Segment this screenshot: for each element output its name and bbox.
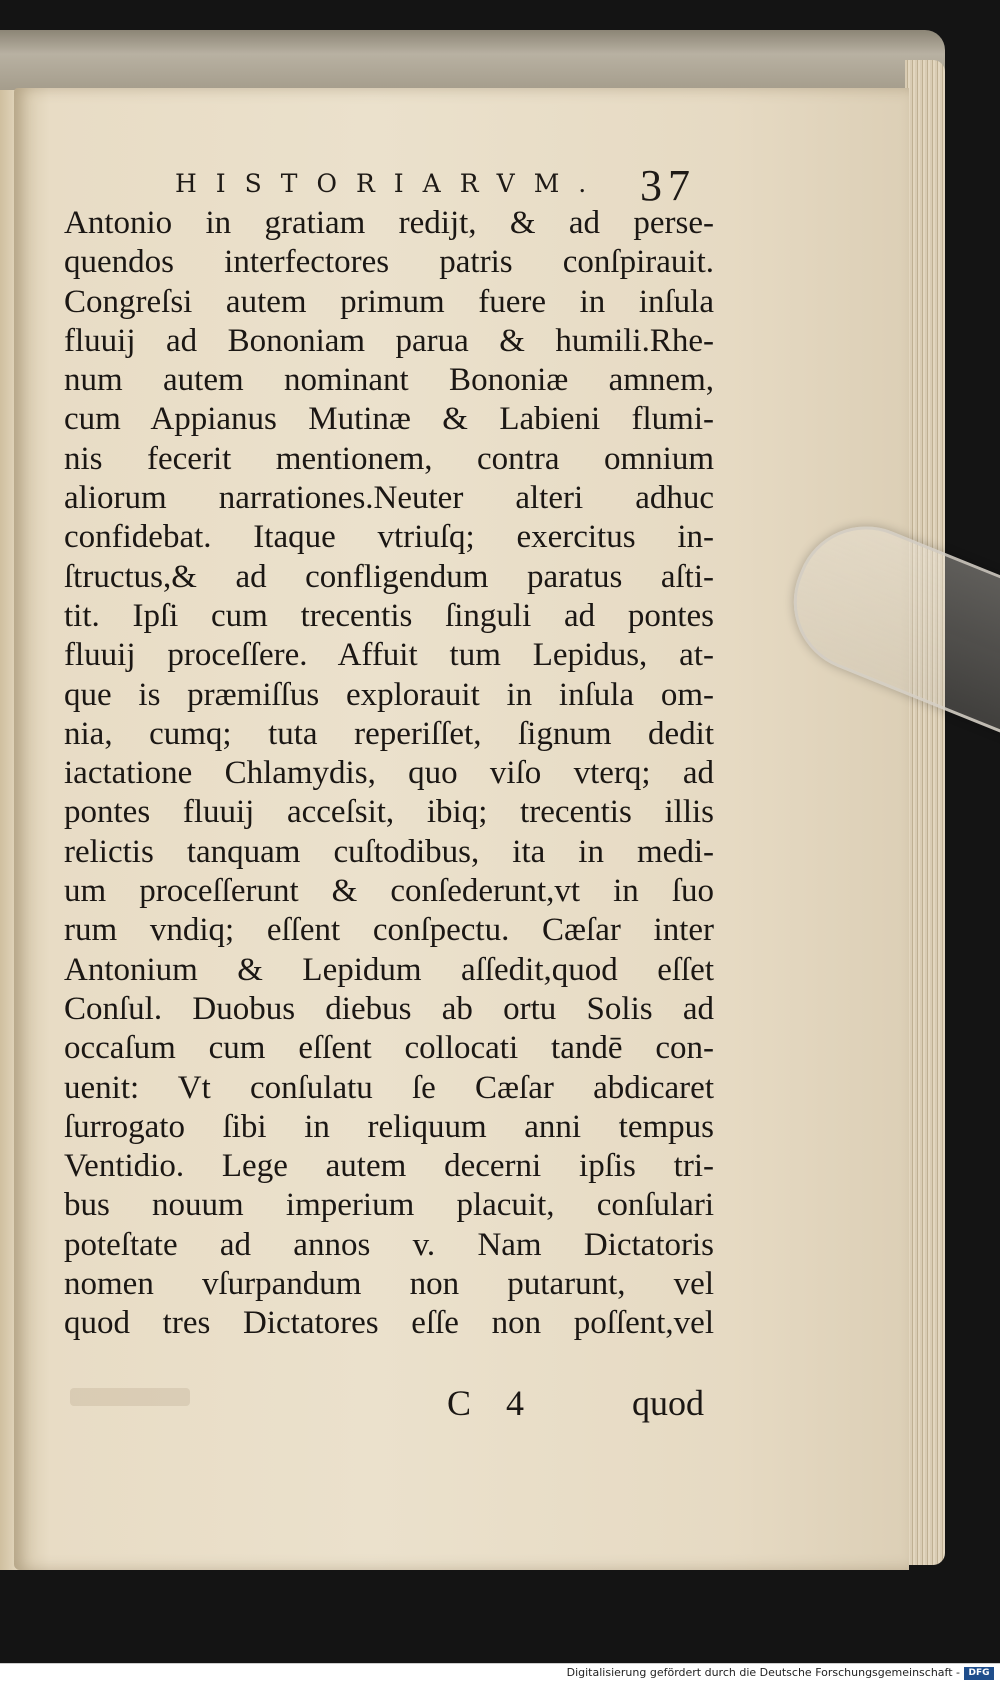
text-line: rum vndiq; eſſent conſpectu. Cæſar inter bbox=[64, 912, 714, 949]
text-line: poteſtate ad annos v. Nam Dictatoris bbox=[64, 1226, 714, 1263]
footer-credit: Digitalisierung gefördert durch die Deutsche Forschungsgemeinschaft - bbox=[566, 1666, 960, 1679]
text-line: occaſum cum eſſent collocati tandē con- bbox=[64, 1030, 714, 1067]
text-line: relictis tanquam cuſtodibus, ita in medi- bbox=[64, 833, 714, 870]
text-line: ſtructus,& ad confligendum paratus aſti- bbox=[64, 558, 714, 595]
text-line: quendos interfectores patris conſpirauit. bbox=[64, 244, 714, 281]
footer-bar bbox=[0, 1663, 1000, 1683]
text-line: aliorum narrationes.Neuter alteri adhuc bbox=[64, 480, 714, 517]
text-line: Ventidio. Lege autem decerni ipſis tri- bbox=[64, 1148, 714, 1185]
text-line: uenit: Vt conſulatu ſe Cæſar abdicaret bbox=[64, 1069, 714, 1106]
text-block bbox=[64, 204, 714, 1344]
text-line: Antonio in gratiam redijt, & ad perse- bbox=[64, 205, 714, 241]
text-line: bus nouum imperium placuit, conſulari bbox=[64, 1187, 714, 1224]
text-line: nis fecerit mentionem, contra omnium bbox=[64, 440, 714, 477]
text-line: ſurrogato ſibi in reliquum anni tempus bbox=[64, 1108, 714, 1145]
text-line: fluuij ad Bononiam parua & humili.Rhe- bbox=[64, 322, 714, 359]
text-line: tit. Ipſi cum trecentis ſinguli ad pontes bbox=[64, 597, 714, 634]
text-line: que is præmiſſus explorauit in inſula om- bbox=[64, 676, 714, 713]
text-line: num autem nominant Bononiæ amnem, bbox=[64, 362, 714, 399]
text-line: nomen vſurpandum non putarunt, vel bbox=[64, 1266, 714, 1303]
page-edges bbox=[905, 60, 945, 1565]
text-line: Conſul. Duobus diebus ab ortu Solis ad bbox=[64, 990, 714, 1027]
ink-showthrough bbox=[70, 1388, 190, 1406]
signature-mark: C 4 bbox=[447, 1383, 525, 1423]
text-line: quod tres Dictatores eſſe non poſſent,vel bbox=[64, 1305, 714, 1342]
catchword: quod bbox=[632, 1383, 704, 1423]
text-line: cum Appianus Mutinæ & Labieni flumi- bbox=[64, 401, 714, 438]
text-line: pontes fluuij acceſsit, ibiq; trecentis illis bbox=[64, 794, 714, 831]
text-line: nia, cumq; tuta reperiſſet, ſignum dedit bbox=[64, 715, 714, 752]
text-line: um proceſſerunt & conſederunt,vt in ſuo bbox=[64, 873, 714, 910]
text-line: confidebat. Itaque vtriuſq; exercitus in- bbox=[64, 519, 714, 556]
text-line: fluuij proceſſere. Affuit tum Lepidus, at- bbox=[64, 637, 714, 674]
text-line: Antonium & Lepidum aſſedit,quod eſſet bbox=[64, 951, 714, 988]
page-number: 37 bbox=[640, 161, 696, 210]
text-line: Congreſsi autem primum fuere in inſula bbox=[64, 283, 714, 320]
text-line: iactatione Chlamydis, quo viſo vterq; ad bbox=[64, 755, 714, 792]
running-head: HISTORIARVM. bbox=[175, 169, 606, 198]
book-cover-top bbox=[0, 30, 945, 90]
dfg-logo-icon: DFG bbox=[964, 1667, 994, 1680]
